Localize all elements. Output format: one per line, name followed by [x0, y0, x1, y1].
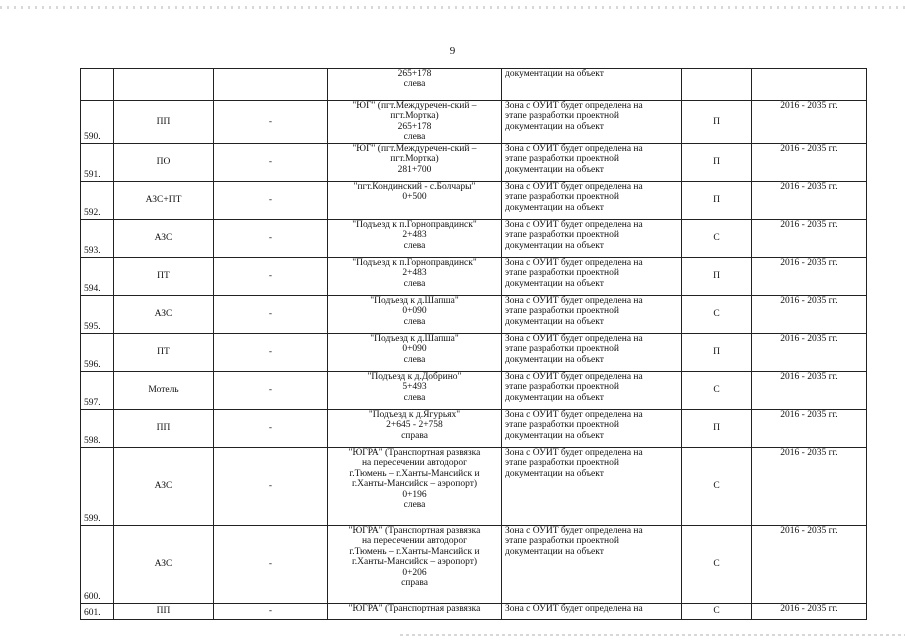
location-cell-line: "Подъезд к п.Горноправдинск": [352, 219, 477, 230]
row-number: 590.: [81, 101, 114, 144]
location-cell: [328, 69, 502, 101]
facility-type: ПП: [114, 409, 214, 447]
facility-type: ПО: [114, 143, 214, 181]
row-number: 591.: [81, 143, 114, 181]
location-cell: [328, 333, 502, 371]
note-cell-line: Зона с ОУИТ будет определена на: [505, 447, 643, 458]
facility-type: ПП: [114, 603, 214, 619]
period-cell: 2016 - 2035 гг.: [752, 603, 867, 619]
table-row: [81, 181, 867, 219]
period-cell: 2016 - 2035 гг.: [752, 143, 867, 181]
location-cell-line: "ЮГРА" (Транспортная развязка: [348, 447, 481, 458]
location-cell-line: г.Тюмень – г.Ханты-Мансийск и: [349, 468, 480, 479]
note-cell-line: документации на объект: [505, 164, 604, 175]
scan-artifact-bottom: [400, 634, 905, 636]
dash-cell: -: [214, 181, 328, 219]
note-cell-line: этапе разработки проектной: [505, 268, 619, 279]
period-cell: 2016 - 2035 гг.: [752, 447, 867, 525]
period-cell: 2016 - 2035 гг.: [752, 295, 867, 333]
location-cell-line: слева: [403, 132, 426, 143]
table-row: [81, 603, 867, 619]
note-cell-line: этапе разработки проектной: [505, 111, 619, 122]
location-cell-line: 2+483: [402, 268, 427, 279]
note-cell-line: Зона с ОУИТ будет определена на: [505, 333, 643, 344]
dash-cell: [214, 69, 328, 101]
location-cell-line: 0+090: [402, 306, 427, 317]
table-row: [81, 371, 867, 409]
note-cell-line: документации на объект: [505, 354, 604, 365]
location-cell-line: "Подъезд к д.Ягурьях": [368, 409, 461, 420]
row-number: [81, 69, 114, 101]
note-cell-line: этапе разработки проектной: [505, 154, 619, 165]
dash-cell: -: [214, 257, 328, 295]
note-cell-line: этапе разработки проектной: [505, 420, 619, 431]
note-cell: [502, 257, 682, 295]
location-cell-line: "ЮГ" (пгт.Междуречен-ский –: [352, 101, 477, 111]
location-cell-line: 265+178: [397, 69, 432, 79]
page-number: 9: [449, 45, 456, 57]
category-cell: С: [682, 371, 752, 409]
location-cell-line: 265+178: [397, 121, 432, 132]
note-cell-line: документации на объект: [505, 316, 604, 327]
category-cell: С: [682, 447, 752, 525]
location-cell-line: слева: [403, 499, 426, 510]
table-row: [81, 295, 867, 333]
dash-cell: -: [214, 101, 328, 144]
location-cell-line: пгт.Мортка): [390, 111, 439, 122]
location-cell-line: "Подъезд к п.Горноправдинск": [352, 257, 477, 268]
facility-type: ПП: [114, 101, 214, 144]
category-cell: С: [682, 219, 752, 257]
location-cell-line: 2+483: [402, 230, 427, 241]
location-cell-line: г.Ханты-Мансийск – аэропорт): [351, 479, 478, 490]
note-cell-line: этапе разработки проектной: [505, 458, 619, 469]
note-cell: [502, 371, 682, 409]
table-row: [81, 525, 867, 603]
location-cell-line: слева: [403, 79, 426, 90]
location-cell-line: "Подъезд к д.Шапша": [370, 333, 459, 344]
note-cell-line: этапе разработки проектной: [505, 344, 619, 355]
period-cell: 2016 - 2035 гг.: [752, 181, 867, 219]
note-cell-line: Зона с ОУИТ будет определена на: [505, 409, 643, 420]
period-cell: 2016 - 2035 гг.: [752, 101, 867, 144]
location-cell-line: 0+090: [402, 344, 427, 355]
facility-type: АЗС: [114, 219, 214, 257]
note-cell-line: этапе разработки проектной: [505, 382, 619, 393]
facility-type: АЗС: [114, 447, 214, 525]
dash-cell: -: [214, 295, 328, 333]
scan-artifact-top: [0, 6, 905, 9]
dash-cell: -: [214, 409, 328, 447]
row-number: 594.: [81, 257, 114, 295]
period-cell: 2016 - 2035 гг.: [752, 525, 867, 603]
note-cell: [502, 101, 682, 144]
location-cell-line: "ЮГРА" (Транспортная развязка: [348, 603, 481, 614]
location-cell-line: "пгт.Кондинский - с.Болчары": [353, 181, 476, 192]
location-cell: [328, 257, 502, 295]
note-cell: [502, 447, 682, 525]
location-cell: [328, 295, 502, 333]
facility-type: АЗС: [114, 525, 214, 603]
category-cell: П: [682, 409, 752, 447]
location-cell-line: слева: [403, 354, 426, 365]
table-row: [81, 69, 867, 101]
location-cell: [328, 603, 502, 619]
location-cell-line: 2+645 - 2+758: [386, 420, 443, 431]
category-cell: П: [682, 143, 752, 181]
table-row: [81, 333, 867, 371]
location-cell: [328, 525, 502, 603]
location-cell-line: слева: [403, 278, 426, 289]
note-cell-line: Зона с ОУИТ будет определена на: [505, 101, 643, 111]
note-cell-line: Зона с ОУИТ будет определена на: [505, 295, 643, 306]
location-cell-line: "Подъезд к д.Шапша": [370, 295, 459, 306]
table-row: [81, 143, 867, 181]
location-cell-line: справа: [401, 430, 428, 441]
facility-type: АЗС+ПТ: [114, 181, 214, 219]
location-cell-line: слева: [403, 240, 426, 251]
row-number: 599.: [81, 447, 114, 525]
location-cell-line: на пересечении автодорог: [361, 536, 468, 547]
period-cell: 2016 - 2035 гг.: [752, 219, 867, 257]
row-number: 596.: [81, 333, 114, 371]
period-cell: 2016 - 2035 гг.: [752, 409, 867, 447]
note-cell-line: документации на объект: [505, 468, 604, 479]
note-cell-line: Зона с ОУИТ будет определена на: [505, 603, 643, 614]
category-cell: П: [682, 333, 752, 371]
table-row: [81, 257, 867, 295]
note-cell-line: документации на объект: [505, 430, 604, 441]
facility-type: [114, 69, 214, 101]
location-cell: [328, 143, 502, 181]
note-cell-line: документации на объект: [505, 69, 604, 79]
note-cell-line: Зона с ОУИТ будет определена на: [505, 143, 643, 154]
row-number: 595.: [81, 295, 114, 333]
note-cell: [502, 333, 682, 371]
row-number: 598.: [81, 409, 114, 447]
note-cell-line: этапе разработки проектной: [505, 536, 619, 547]
location-cell-line: г.Ханты-Мансийск – аэропорт): [351, 557, 478, 568]
dash-cell: -: [214, 603, 328, 619]
facility-type: ПТ: [114, 257, 214, 295]
facility-type: ПТ: [114, 333, 214, 371]
note-cell-line: Зона с ОУИТ будет определена на: [505, 257, 643, 268]
note-cell-line: документации на объект: [505, 121, 604, 132]
location-cell-line: 0+196: [402, 489, 427, 500]
note-cell-line: Зона с ОУИТ будет определена на: [505, 371, 643, 382]
location-cell: [328, 181, 502, 219]
note-cell: [502, 603, 682, 619]
note-cell-line: Зона с ОУИТ будет определена на: [505, 219, 643, 230]
facilities-table: [80, 68, 867, 620]
location-cell-line: справа: [401, 577, 428, 588]
location-cell: [328, 219, 502, 257]
note-cell: [502, 219, 682, 257]
category-cell: П: [682, 101, 752, 144]
note-cell: [502, 295, 682, 333]
note-cell-line: документации на объект: [505, 278, 604, 289]
dash-cell: -: [214, 143, 328, 181]
location-cell-line: 0+206: [402, 567, 427, 578]
note-cell: [502, 143, 682, 181]
note-cell: [502, 69, 682, 101]
note-cell: [502, 409, 682, 447]
category-cell: С: [682, 295, 752, 333]
location-cell-line: 281+700: [397, 164, 432, 175]
table-row: [81, 409, 867, 447]
category-cell: [682, 69, 752, 101]
note-cell-line: Зона с ОУИТ будет определена на: [505, 181, 643, 192]
period-cell: [752, 69, 867, 101]
location-cell-line: 0+500: [402, 192, 427, 203]
note-cell-line: этапе разработки проектной: [505, 192, 619, 203]
location-cell-line: слева: [403, 392, 426, 403]
note-cell: [502, 525, 682, 603]
category-cell: П: [682, 181, 752, 219]
category-cell: С: [682, 525, 752, 603]
dash-cell: -: [214, 219, 328, 257]
location-cell-line: г.Тюмень – г.Ханты-Мансийск и: [349, 546, 480, 557]
note-cell: [502, 181, 682, 219]
location-cell: [328, 447, 502, 525]
location-cell: [328, 371, 502, 409]
category-cell: П: [682, 257, 752, 295]
category-cell: С: [682, 603, 752, 619]
table-row: [81, 447, 867, 525]
period-cell: 2016 - 2035 гг.: [752, 333, 867, 371]
location-cell-line: слева: [403, 316, 426, 327]
location-cell: [328, 409, 502, 447]
dash-cell: -: [214, 333, 328, 371]
row-number: 593.: [81, 219, 114, 257]
note-cell-line: этапе разработки проектной: [505, 306, 619, 317]
row-number: 601.: [81, 603, 114, 619]
location-cell-line: "ЮГ" (пгт.Междуречен-ский –: [352, 143, 477, 154]
row-number: 592.: [81, 181, 114, 219]
location-cell-line: "Подъезд к д.Добрино": [367, 371, 462, 382]
location-cell-line: 5+493: [402, 382, 427, 393]
row-number: 597.: [81, 371, 114, 409]
note-cell-line: этапе разработки проектной: [505, 230, 619, 241]
dash-cell: -: [214, 525, 328, 603]
facility-type: АЗС: [114, 295, 214, 333]
period-cell: 2016 - 2035 гг.: [752, 371, 867, 409]
location-cell-line: пгт.Мортка): [390, 154, 439, 165]
period-cell: 2016 - 2035 гг.: [752, 257, 867, 295]
dash-cell: -: [214, 371, 328, 409]
row-number: 600.: [81, 525, 114, 603]
location-cell-line: на пересечении автодорог: [361, 458, 468, 469]
facility-type: Мотель: [114, 371, 214, 409]
table-row: [81, 101, 867, 144]
note-cell-line: Зона с ОУИТ будет определена на: [505, 525, 643, 536]
note-cell-line: документации на объект: [505, 546, 604, 557]
note-cell-line: документации на объект: [505, 202, 604, 213]
note-cell-line: документации на объект: [505, 392, 604, 403]
dash-cell: -: [214, 447, 328, 525]
note-cell-line: документации на объект: [505, 240, 604, 251]
table-row: [81, 219, 867, 257]
location-cell-line: "ЮГРА" (Транспортная развязка: [348, 525, 481, 536]
location-cell: [328, 101, 502, 144]
